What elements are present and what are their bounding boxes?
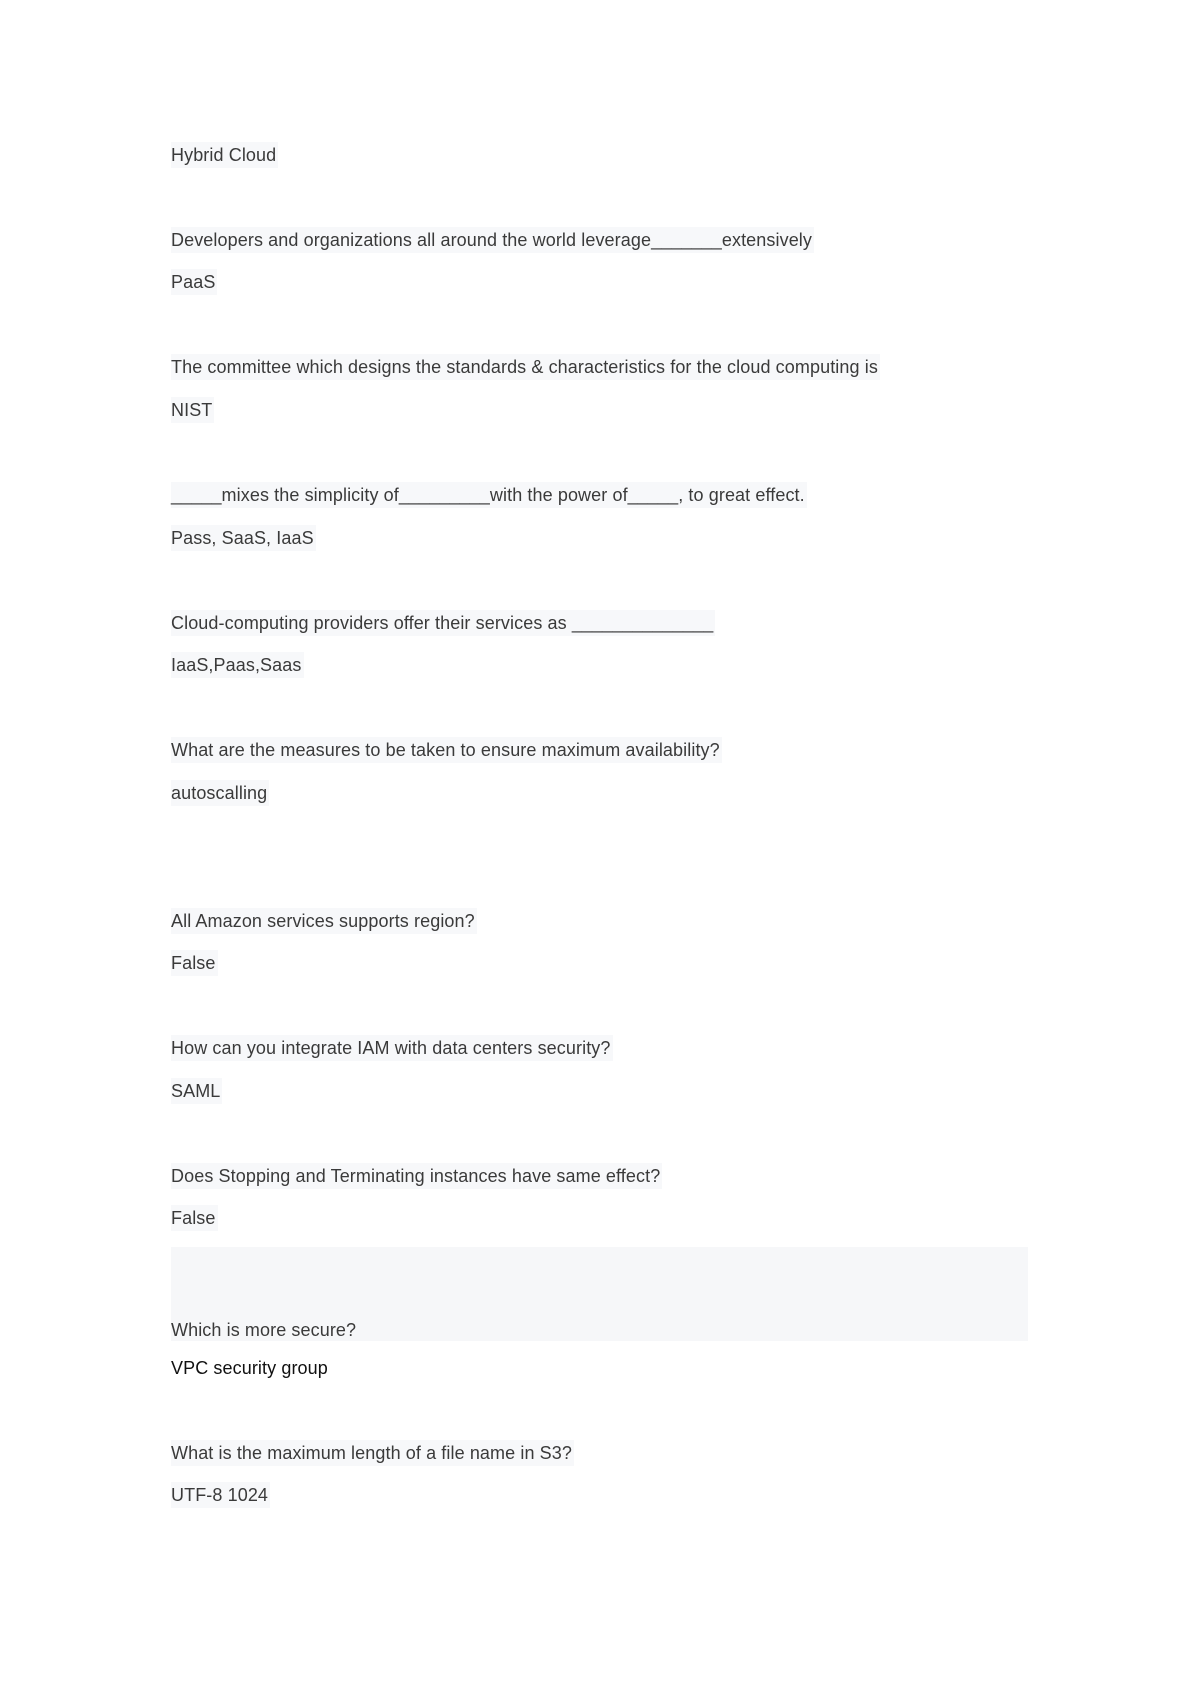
question-line: Developers and organizations all around the world leverage_______extensively [171, 227, 814, 253]
question-line: The committee which designs the standards & characteristics for the cloud computing is [171, 354, 880, 380]
question-line: Cloud-computing providers offer their services as ______________ [171, 610, 715, 636]
answer-line: SAML [171, 1078, 222, 1104]
question-line: All Amazon services supports region? [171, 908, 477, 934]
answer-line: False [171, 950, 218, 976]
answer-line: False [171, 1205, 218, 1231]
answer-line: NIST [171, 397, 214, 423]
question-line: Does Stopping and Terminating instances have same effect? [171, 1163, 662, 1189]
answer-line: Hybrid Cloud [171, 142, 278, 168]
question-line: What is the maximum length of a file name in S3? [171, 1440, 574, 1466]
answer-line: autoscalling [171, 780, 269, 806]
answer-line: Pass, SaaS, IaaS [171, 525, 316, 551]
answer-line: UTF-8 1024 [171, 1482, 270, 1508]
question-line: _____mixes the simplicity of_________with the power of_____, to great effect. [171, 482, 807, 508]
question-line: Which is more secure? [171, 1320, 357, 1340]
answer-line: VPC security group [171, 1358, 328, 1378]
question-line: How can you integrate IAM with data centers security? [171, 1035, 613, 1061]
answer-line: IaaS,Paas,Saas [171, 652, 304, 678]
answer-line: PaaS [171, 269, 217, 295]
question-line: What are the measures to be taken to ensure maximum availability? [171, 737, 722, 763]
